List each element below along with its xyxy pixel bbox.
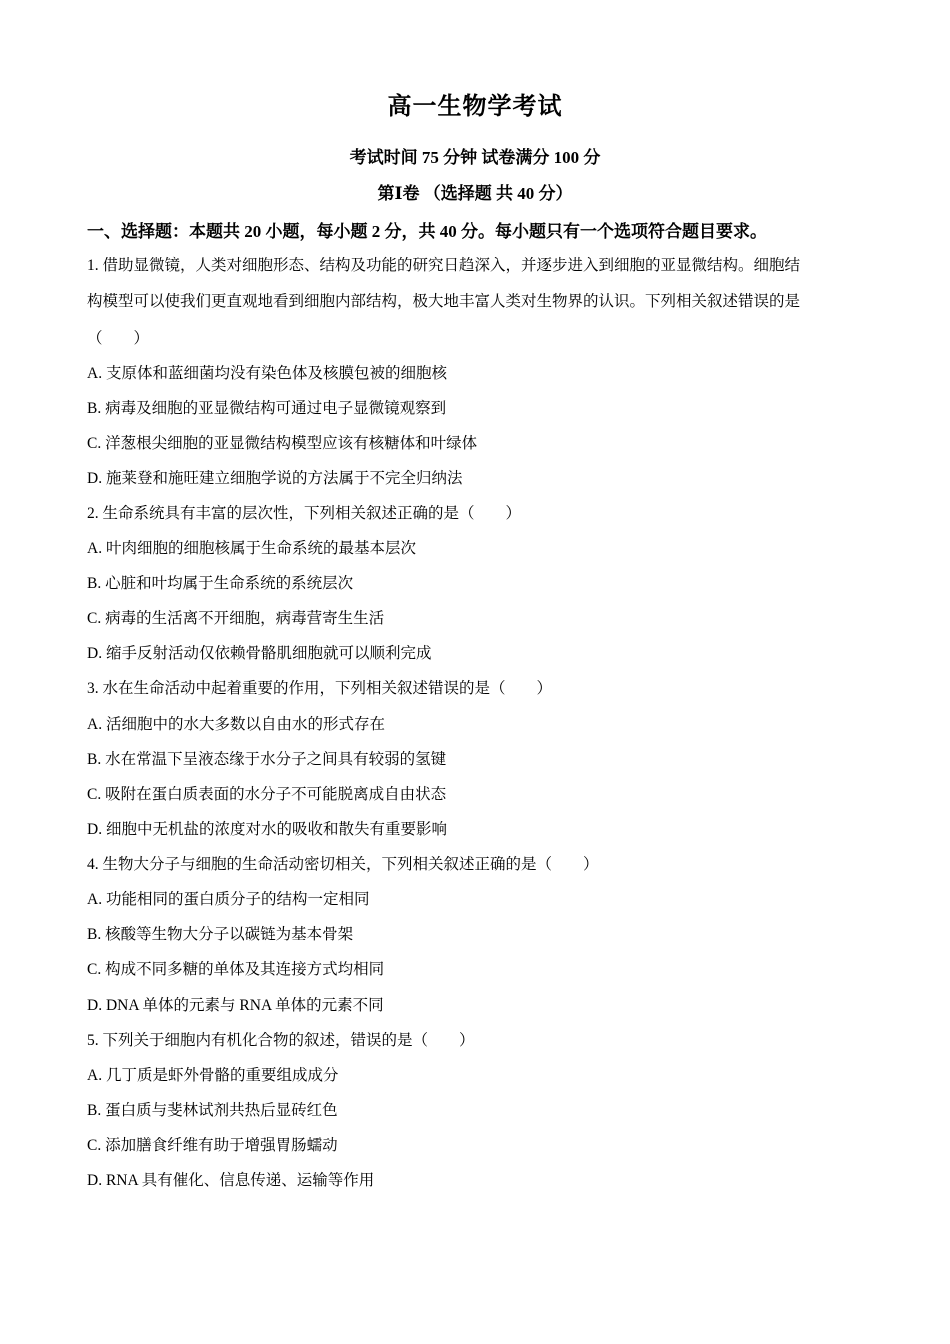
question-stem-line: 5. 下列关于细胞内有机化合物的叙述，错误的是（ ） — [87, 1032, 475, 1049]
volume-heading: 第Ⅰ卷 （选择题 共 40 分） — [377, 184, 573, 203]
option-a: A. 活细胞中的水大多数以自由水的形式存在 — [87, 716, 385, 733]
page-title: 高一生物学考试 — [387, 94, 563, 120]
option-a: A. 支原体和蓝细菌均没有染色体及核膜包被的细胞核 — [87, 365, 447, 382]
option-d: D. DNA 单体的元素与 RNA 单体的元素不同 — [87, 997, 384, 1014]
question-stem-line: 2. 生命系统具有丰富的层次性，下列相关叙述正确的是（ ） — [87, 505, 522, 522]
option-c: C. 添加膳食纤维有助于增强胃肠蠕动 — [87, 1137, 338, 1154]
option-b: B. 心脏和叶均属于生命系统的系统层次 — [87, 575, 354, 592]
question-stem-line: 4. 生物大分子与细胞的生命活动密切相关，下列相关叙述正确的是（ ） — [87, 856, 599, 873]
option-a: A. 几丁质是虾外骨骼的重要组成成分 — [87, 1067, 339, 1084]
option-d: D. 细胞中无机盐的浓度对水的吸收和散失有重要影响 — [87, 821, 447, 838]
option-b: B. 蛋白质与斐林试剂共热后显砖红色 — [87, 1102, 338, 1119]
question-stem-line: 构模型可以使我们更直观地看到细胞内部结构，极大地丰富人类对生物界的认识。下列相关叙述错误的是 — [87, 293, 801, 310]
option-b: B. 核酸等生物大分子以碳链为基本骨架 — [87, 926, 354, 943]
option-b: B. 水在常温下呈液态缘于水分子之间具有较弱的氢键 — [87, 751, 447, 768]
option-d: D. RNA 具有催化、信息传递、运输等作用 — [87, 1172, 375, 1189]
question-stem-line: 3. 水在生命活动中起着重要的作用，下列相关叙述错误的是（ ） — [87, 680, 553, 697]
option-c: C. 构成不同多糖的单体及其连接方式均相同 — [87, 961, 385, 978]
option-d: D. 缩手反射活动仅依赖骨骼肌细胞就可以顺利完成 — [87, 645, 432, 662]
option-b: B. 病毒及细胞的亚显微结构可通过电子显微镜观察到 — [87, 400, 447, 417]
option-c: C. 洋葱根尖细胞的亚显微结构模型应该有核糖体和叶绿体 — [87, 435, 478, 452]
option-d: D. 施莱登和施旺建立细胞学说的方法属于不完全归纳法 — [87, 470, 463, 487]
question-stem-line: 1. 借助显微镜，人类对细胞形态、结构及功能的研究日趋深入，并逐步进入到细胞的亚显微结构。细胞结 — [87, 257, 801, 274]
option-a: A. 叶肉细胞的细胞核属于生命系统的最基本层次 — [87, 540, 416, 557]
option-a: A. 功能相同的蛋白质分子的结构一定相同 — [87, 891, 370, 908]
option-c: C. 吸附在蛋白质表面的水分子不可能脱离成自由状态 — [87, 786, 447, 803]
section-heading: 一、选择题：本题共 20 小题，每小题 2 分，共 40 分。每小题只有一个选项符合题目要求。 — [87, 222, 767, 241]
exam-info: 考试时间 75 分钟 试卷满分 100 分 — [349, 148, 601, 167]
answer-blank: （ ） — [87, 330, 150, 347]
option-c: C. 病毒的生活离不开细胞，病毒营寄生生活 — [87, 610, 385, 627]
